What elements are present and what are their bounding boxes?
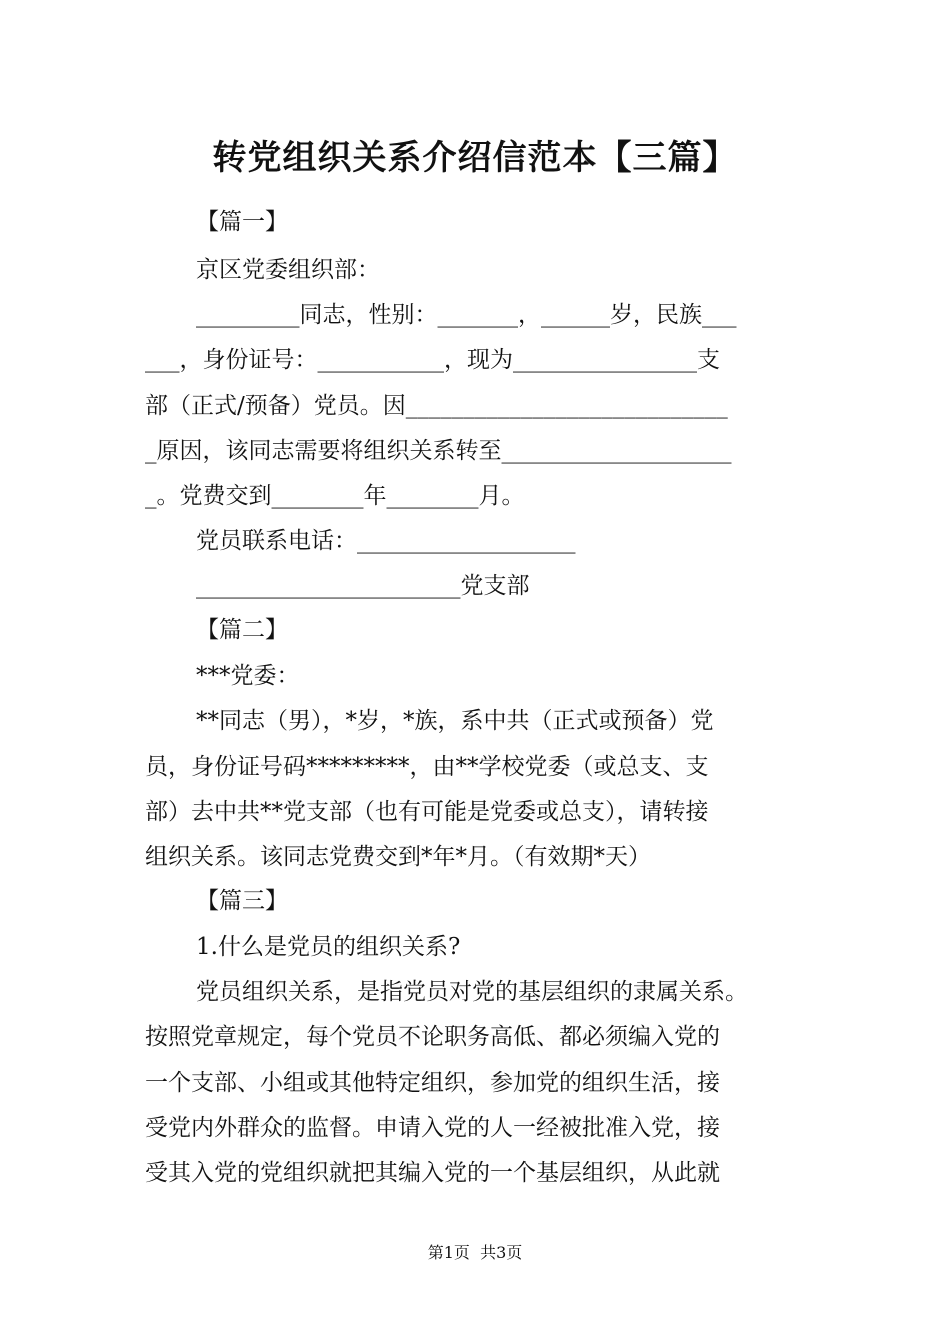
paragraph-line: _________同志，性别：_______，______岁，民族___ (196, 302, 737, 328)
section-heading-1: 【篇一】 (196, 209, 288, 235)
paragraph-line: 党员组织关系，是指党员对党的基层组织的隶属关系。 (196, 979, 748, 1005)
section-heading-2: 【篇二】 (196, 617, 288, 643)
paragraph-line: **同志（男），*岁，*族，系中共（正式或预备）党 (196, 708, 714, 734)
paragraph-line: 员，身份证号码*********，由**学校党委（或总支、支 (145, 754, 709, 780)
addressee-line: 京区党委组织部： (196, 257, 380, 283)
paragraph-line: ___，身份证号：___________，现为________________支 (145, 347, 720, 373)
paragraph-line: 受其入党的党组织就把其编入党的一个基层组织，从此就 (145, 1160, 720, 1186)
paragraph-line: 组织关系。该同志党费交到*年*月。（有效期*天） (145, 844, 651, 870)
paragraph-line: 一个支部、小组或其他特定组织，参加党的组织生活，接 (145, 1070, 720, 1096)
paragraph-line: 部）去中共**党支部（也有可能是党委或总支），请转接 (145, 799, 709, 825)
paragraph-line: 受党内外群众的监督。申请入党的人一经被批准入党，接 (145, 1115, 720, 1141)
section-heading-3: 【篇三】 (196, 888, 288, 914)
signature-line: _______________________党支部 (196, 573, 530, 599)
phone-line: 党员联系电话：___________________ (196, 528, 576, 554)
paragraph-line: 部（正式/预备）党员。因____________________________ (145, 393, 728, 419)
paragraph-line: _。党费交到________年________月。 (145, 483, 525, 509)
question-heading: 1.什么是党员的组织关系? (196, 934, 461, 960)
paragraph-line: 按照党章规定，每个党员不论职务高低、都必须编入党的 (145, 1024, 720, 1050)
paragraph-line: _原因，该同志需要将组织关系转至____________________ (145, 438, 732, 464)
page-number: 第1页 共3页 (427, 1243, 523, 1262)
addressee-line: ***党委： (196, 663, 300, 689)
document-title: 转党组织关系介绍信范本【三篇】 (212, 138, 738, 178)
